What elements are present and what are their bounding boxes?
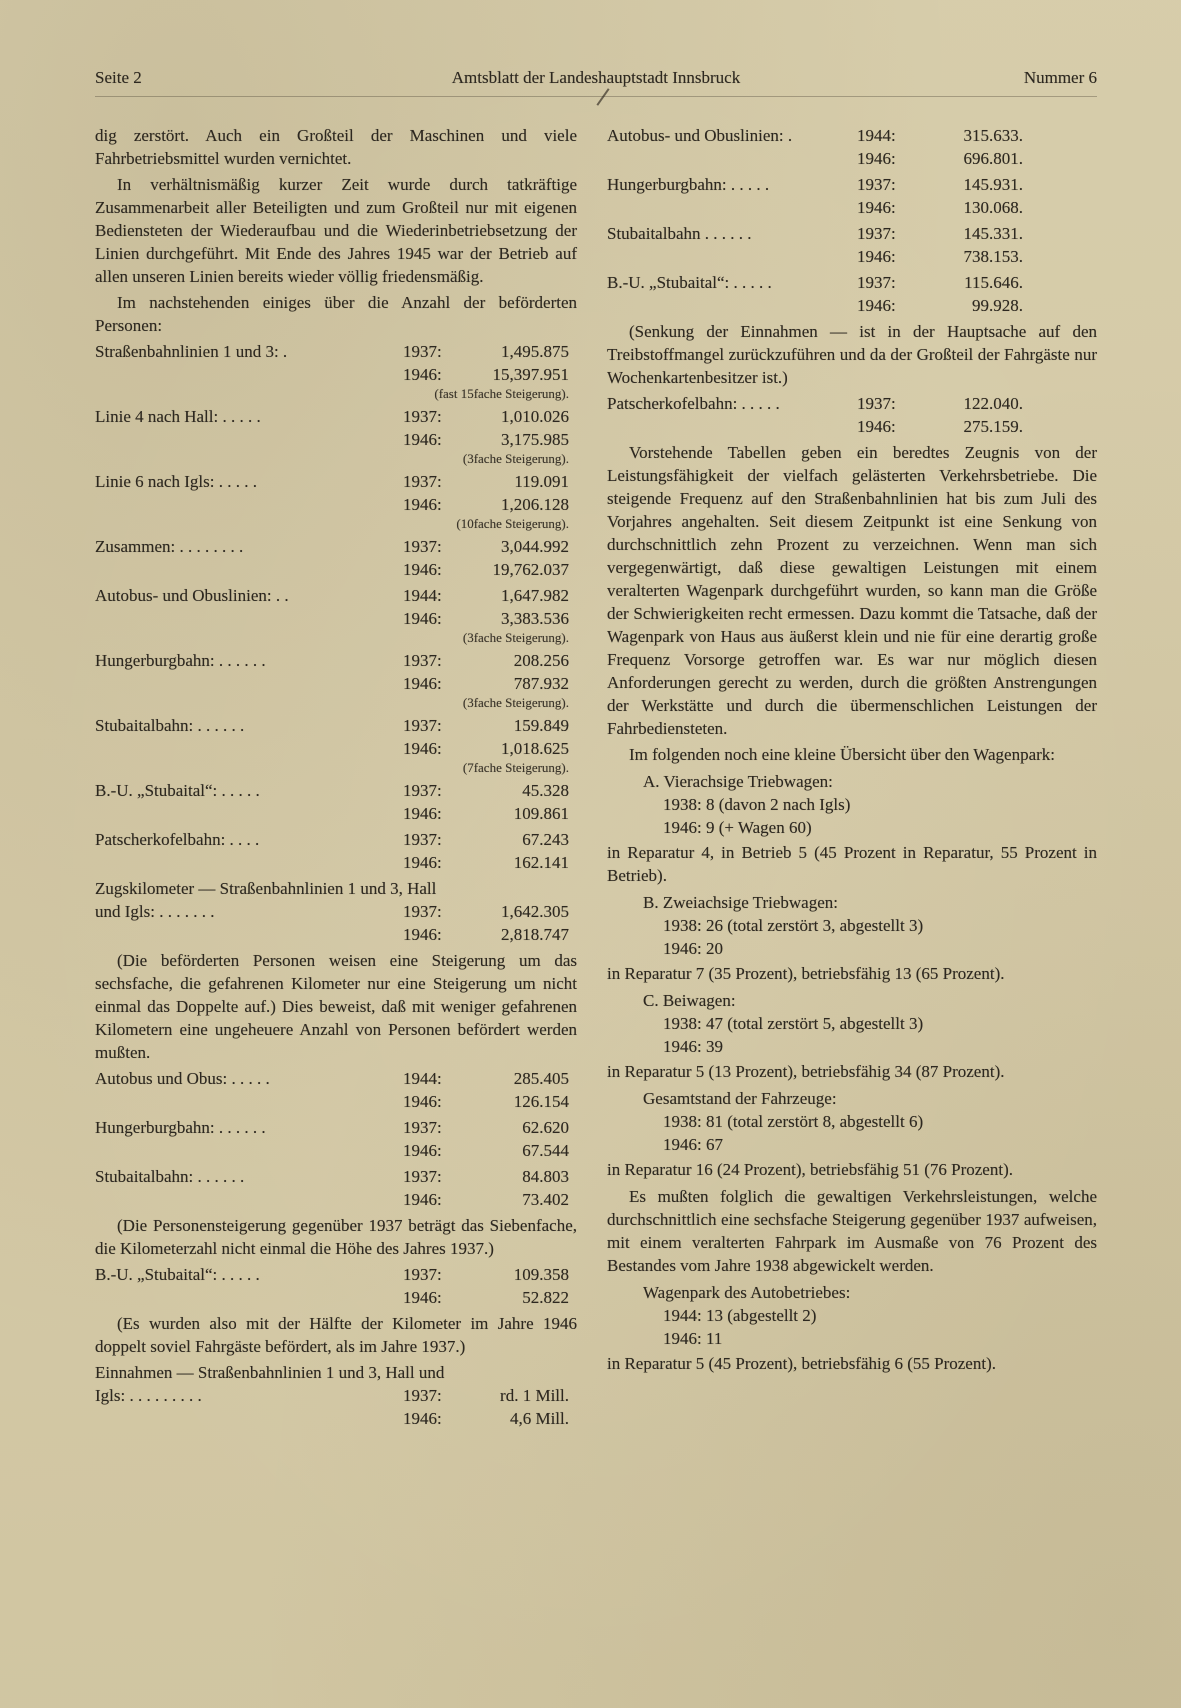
stat-row [95,714,569,737]
stat-entry [95,340,577,402]
stat-year: 1944: [403,1069,442,1088]
stat-year: 1946: [403,1141,442,1160]
section-line: 1946: 11 [663,1329,723,1348]
stat-label: B.-U. „Stubaital“: . . . . . [607,273,772,292]
stat-label: Linie 6 nach Igls: . . . . . [95,472,257,491]
stat-year: 1937: [403,537,442,556]
stat-value: 1,010.026 [501,407,569,426]
stat-entry [95,877,577,946]
stat-year: 1937: [857,394,896,413]
wagenpark-section [607,989,1097,1083]
stat-value: 67.544 [522,1141,569,1160]
stat-row [607,173,1023,196]
stat-value: 4,6 Mill. [509,1409,569,1428]
section-after: in Reparatur 7 (35 Prozent), betriebsfähig 13 (65 Prozent). [607,964,1005,983]
stat-value: 119.091 [514,472,569,491]
section-heading: B. Zweiachsige Triebwagen: [643,893,838,912]
stat-row [95,672,569,695]
stat-label: Stubaitalbahn: . . . . . . [95,716,245,735]
stat-entry [95,584,577,646]
paragraph: Im nachstehenden einiges über die Anzahl der beförderten Personen: [95,293,577,335]
stat-row [607,415,1023,438]
stat-value: 315.633. [963,126,1023,145]
stat-year: 1946: [403,560,442,579]
stat-row [95,1165,569,1188]
stat-year: 1937: [403,716,442,735]
stat-value: 3,175.985 [501,430,569,449]
stat-year: 1946: [403,1288,442,1307]
stat-entry [607,222,1097,268]
section-line: 1946: 9 (+ Wagen 60) [663,818,812,837]
stat-value: 130.068. [963,198,1023,217]
stat-label: Hungerburgbahn: . . . . . . [95,1118,266,1137]
stat-year: 1937: [403,407,442,426]
paragraph: Vorstehende Tabellen geben ein beredtes Zeugnis von der Leistungsfähigkeit der vielfach gelästerten Verkehrsbetriebe. Die steigende Frequenz auf den Straßenbahnlinien hat bis zum Juli des Vorjahres angehalten. Seit diesem Zeitpunkt ist eine Senkung von durchschnittlich zehn Prozent zu verzeichnen. Wenn man sich vergegenwärtigt, daß diese gewaltigen Leistungen mit einem veralterten Wagenpark durchgeführt wurden, so kann man die Größe der Schwierigkeiten recht ermessen. Dazu kommt die Tatsache, daß der Wagenpark von Haus aus äußerst klein und nie für eine derartig große Frequenz Vorsorge getroffen war. Es war nur möglich diesen Anforderungen gerecht zu werden, durch die größten Anstrengungen der Werkstätte und durch die übermenschlichen Leistungen der Fahrbediensteten. [607,443,1097,738]
stat-row [95,363,569,386]
stat-label: Patscherkofelbahn: . . . . . [607,394,780,413]
stat-year: 1944: [857,126,896,145]
stat-row [95,493,569,516]
stat-entry [95,1361,577,1430]
stat-value: 45.328 [522,781,569,800]
stat-label-lead: Einnahmen — Straßenbahnlinien 1 und 3, Hall und [95,1363,445,1382]
section-after: in Reparatur 4, in Betrieb 5 (45 Prozent in Reparatur, 55 Prozent in Betrieb). [607,843,1097,885]
stat-value: 99.928. [972,296,1023,315]
stat-value: 2,818.747 [501,925,569,944]
stat-entry [95,779,577,825]
stat-value: 67.243 [522,830,569,849]
stat-entry [95,405,577,467]
stat-year: 1937: [403,781,442,800]
stat-entry [95,1165,577,1211]
stat-label: B.-U. „Stubaital“: . . . . . [95,781,260,800]
stat-value: 15,397.951 [492,365,569,384]
stat-row [95,535,569,558]
paragraph: dig zerstört. Auch ein Großteil der Maschinen und viele Fahrbetriebsmittel wurden vernichtet. [95,126,577,168]
stat-value: 3,383.536 [501,609,569,628]
stat-label: Straßenbahnlinien 1 und 3: . [95,342,288,361]
right-column [607,121,1097,1433]
stat-value: 275.159. [963,417,1023,436]
stat-value: 1,206.128 [501,495,569,514]
paragraph: (Die Personensteigerung gegenüber 1937 beträgt das Siebenfache, die Kilometerzahl nicht einmal die Höhe des Jahres 1937.) [95,1216,577,1258]
wagenpark-section [607,770,1097,887]
stat-label: Hungerburgbahn: . . . . . . [95,651,266,670]
wagenpark-section [607,1087,1097,1181]
stat-entry [95,470,577,532]
page-number-label: Seite 2 [95,68,142,87]
stat-note: (7fache Steigerung). [462,760,569,775]
stat-label: und Igls: . . . . . . . [95,902,215,921]
section-line: 1946: 67 [663,1135,723,1154]
paragraph: (Senkung der Einnahmen — ist in der Hauptsache auf den Treibstoffmangel zurückzuführen und da der Großteil der Fahrgäste nur Wochenkartenbesitzer ist.) [607,322,1097,387]
stat-year: 1937: [857,224,896,243]
stat-row [607,124,1023,147]
stat-value: 122.040. [963,394,1023,413]
stat-value: 109.861 [513,804,569,823]
stat-row [95,900,569,923]
paragraph: Im folgenden noch eine kleine Übersicht über den Wagenpark: [629,745,1055,764]
stat-entry [95,828,577,874]
stat-row [95,1188,569,1211]
stat-value: 62.620 [522,1118,569,1137]
stat-entry [95,1263,577,1309]
stat-value: 52.822 [522,1288,569,1307]
stat-row [95,584,569,607]
masthead-title: Amtsblatt der Landeshauptstadt Innsbruck [451,68,741,87]
stat-value: 787.932 [513,674,569,693]
stat-label: B.-U. „Stubaital“: . . . . . [95,1265,260,1284]
stat-value: 1,647.982 [501,586,569,605]
stat-value: 115.646. [964,273,1023,292]
stat-year: 1946: [857,198,896,217]
stat-value: 145.331. [963,224,1023,243]
stat-value: 696.801. [963,149,1023,168]
stat-note: (3fache Steigerung). [462,630,569,645]
stat-year: 1946: [857,417,896,436]
columns [95,121,1097,1433]
section-after: in Reparatur 5 (45 Prozent), betriebsfähig 6 (55 Prozent). [607,1354,996,1373]
stat-row [95,428,569,451]
stat-year: 1946: [857,247,896,266]
stat-value: 126.154 [513,1092,569,1111]
stat-year: 1946: [403,674,442,693]
stat-year: 1946: [857,296,896,315]
stat-year: 1937: [403,1386,442,1405]
stat-row [607,245,1023,268]
scan-artifact-mark [596,88,609,106]
stat-row [95,1090,569,1113]
stat-row [95,737,569,760]
stat-row [607,196,1023,219]
stat-value: 1,018.625 [501,739,569,758]
section-line: 1938: 8 (davon 2 nach Igls) [663,795,851,814]
stat-row [95,1407,569,1430]
stat-row [95,802,569,825]
stat-year: 1946: [403,853,442,872]
section-heading: Gesamtstand der Fahrzeuge: [643,1089,837,1108]
stat-row [607,222,1023,245]
stat-value: 738.153. [963,247,1023,266]
stat-year: 1946: [403,430,442,449]
section-heading: A. Vierachsige Triebwagen: [643,772,833,791]
paragraph: (Die beförderten Personen weisen eine Steigerung um das sechsfache, die gefahrenen Kilometer nur eine Steigerung um nicht einmal das Doppelte auf.) Dies beweist, daß mit weniger gefahrenen Kilometern eine ungeheuere Anzahl von Personen befördert werden mußten. [95,951,577,1062]
stat-row [95,340,569,363]
stat-value: 109.358 [513,1265,569,1284]
stat-value: 208.256 [513,651,569,670]
stat-note: (10fache Steigerung). [456,516,569,531]
paragraph: (Es wurden also mit der Hälfte der Kilometer im Jahre 1946 doppelt soviel Fahrgäste befördert, als im Jahre 1937.) [95,1314,577,1356]
stat-year: 1946: [403,1190,442,1209]
section-line: 1938: 26 (total zerstört 3, abgestellt 3) [663,916,924,935]
stat-label-lead: Zugskilometer — Straßenbahnlinien 1 und 3, Hall [95,879,437,898]
stat-year: 1937: [403,342,442,361]
left-column [95,121,577,1433]
section-after: in Reparatur 16 (24 Prozent), betriebsfähig 51 (76 Prozent). [607,1160,1013,1179]
stat-value: 1,495.875 [501,342,569,361]
stat-row [95,1384,569,1407]
stat-year: 1937: [403,651,442,670]
section-after: in Reparatur 5 (13 Prozent), betriebsfähig 34 (87 Prozent). [607,1062,1005,1081]
stat-row [95,779,569,802]
stat-label: Autobus- und Obuslinien: . . [95,586,289,605]
stat-value: 1,642.305 [501,902,569,921]
section-line: 1938: 47 (total zerstört 5, abgestellt 3) [663,1014,924,1033]
stat-label: Igls: . . . . . . . . . [95,1386,202,1405]
stat-year: 1937: [403,1265,442,1284]
stat-year: 1944: [403,586,442,605]
stat-row [95,558,569,581]
stat-row [95,607,569,630]
stat-year: 1937: [403,830,442,849]
stat-note: (3fache Steigerung). [462,451,569,466]
stat-label: Linie 4 nach Hall: . . . . . [95,407,261,426]
stat-row [95,828,569,851]
header-rule [95,96,1097,97]
wagenpark-section [607,1281,1097,1375]
stat-year: 1937: [403,902,442,921]
stat-label: Patscherkofelbahn: . . . . [95,830,260,849]
stat-row [95,649,569,672]
section-line: 1946: 20 [663,939,723,958]
stat-value: 19,762.037 [492,560,569,579]
stat-entry [607,173,1097,219]
stat-row [607,147,1023,170]
stat-year: 1946: [403,804,442,823]
stat-year: 1946: [403,1409,442,1428]
page-content [95,68,1097,1433]
stat-value: 285.405 [513,1069,569,1088]
stat-entry [607,124,1097,170]
stat-row [95,1263,569,1286]
section-heading: Wagenpark des Autobetriebes: [643,1283,851,1302]
stat-year: 1937: [403,1167,442,1186]
stat-year: 1946: [403,739,442,758]
stat-row [95,1116,569,1139]
stat-year: 1946: [403,365,442,384]
stat-value: 145.931. [963,175,1023,194]
issue-number-label: Nummer 6 [1023,68,1097,87]
stat-row [607,271,1023,294]
section-heading: C. Beiwagen: [643,991,736,1010]
stat-year: 1937: [857,175,896,194]
stat-entry [95,649,577,711]
stat-label: Hungerburgbahn: . . . . . [607,175,770,194]
stat-year: 1937: [403,472,442,491]
page-header [95,68,1097,88]
stat-label: Zusammen: . . . . . . . . [95,537,244,556]
stat-year: 1937: [403,1118,442,1137]
stat-value: 3,044.992 [501,537,569,556]
section-line: 1938: 81 (total zerstört 8, abgestellt 6) [663,1112,924,1131]
stat-year: 1946: [403,609,442,628]
stat-year: 1937: [857,273,896,292]
stat-note: (3fache Steigerung). [462,695,569,710]
paragraph: Es mußten folglich die gewaltigen Verkehrsleistungen, welche durchschnittlich eine sechsfache Steigerung gegenüber 1937 aufweisen, mit einem veralterten Fahrpark im Ausmaße von 76 Prozent des Bestandes vom Jahre 1938 abgewickelt werden. [607,1187,1097,1275]
stat-row [95,1139,569,1162]
stat-row [95,1286,569,1309]
stat-entry [95,535,577,581]
paragraph: In verhältnismäßig kurzer Zeit wurde durch tatkräftige Zusammenarbeit aller Beteiligten und zum Großteil nur mit eigenen Bediensteten der Wiederaufbau und die Wiederinbetriebsetzung der Linien durchgeführt. Mit Ende des Jahres 1945 war der Betrieb auf allen unseren Linien bereits wieder völlig friedensmäßig. [95,175,577,286]
stat-value: 73.402 [522,1190,569,1209]
stat-entry [607,392,1097,438]
stat-label: Stubaitalbahn: . . . . . . [95,1167,245,1186]
stat-year: 1946: [403,1092,442,1111]
stat-label: Autobus und Obus: . . . . . [95,1069,270,1088]
stat-value: rd. 1 Mill. [500,1386,569,1405]
stat-entry [95,1067,577,1113]
stat-value: 84.803 [522,1167,569,1186]
stat-value: 159.849 [513,716,569,735]
stat-year: 1946: [403,925,442,944]
wagenpark-section [607,891,1097,985]
stat-row [95,405,569,428]
stat-label: Autobus- und Obuslinien: . [607,126,793,145]
stat-row [607,294,1023,317]
stat-label: Stubaitalbahn . . . . . . [607,224,752,243]
stat-year: 1946: [857,149,896,168]
stat-note: (fast 15fache Steigerung). [434,386,569,401]
stat-row [95,1067,569,1090]
stat-row [95,923,569,946]
stat-entry [95,1116,577,1162]
stat-entry [607,271,1097,317]
stat-row [95,851,569,874]
stat-row [95,470,569,493]
stat-entry [95,714,577,776]
stat-row [607,392,1023,415]
section-line: 1946: 39 [663,1037,723,1056]
section-line: 1944: 13 (abgestellt 2) [663,1306,817,1325]
stat-value: 162.141 [513,853,569,872]
stat-year: 1946: [403,495,442,514]
